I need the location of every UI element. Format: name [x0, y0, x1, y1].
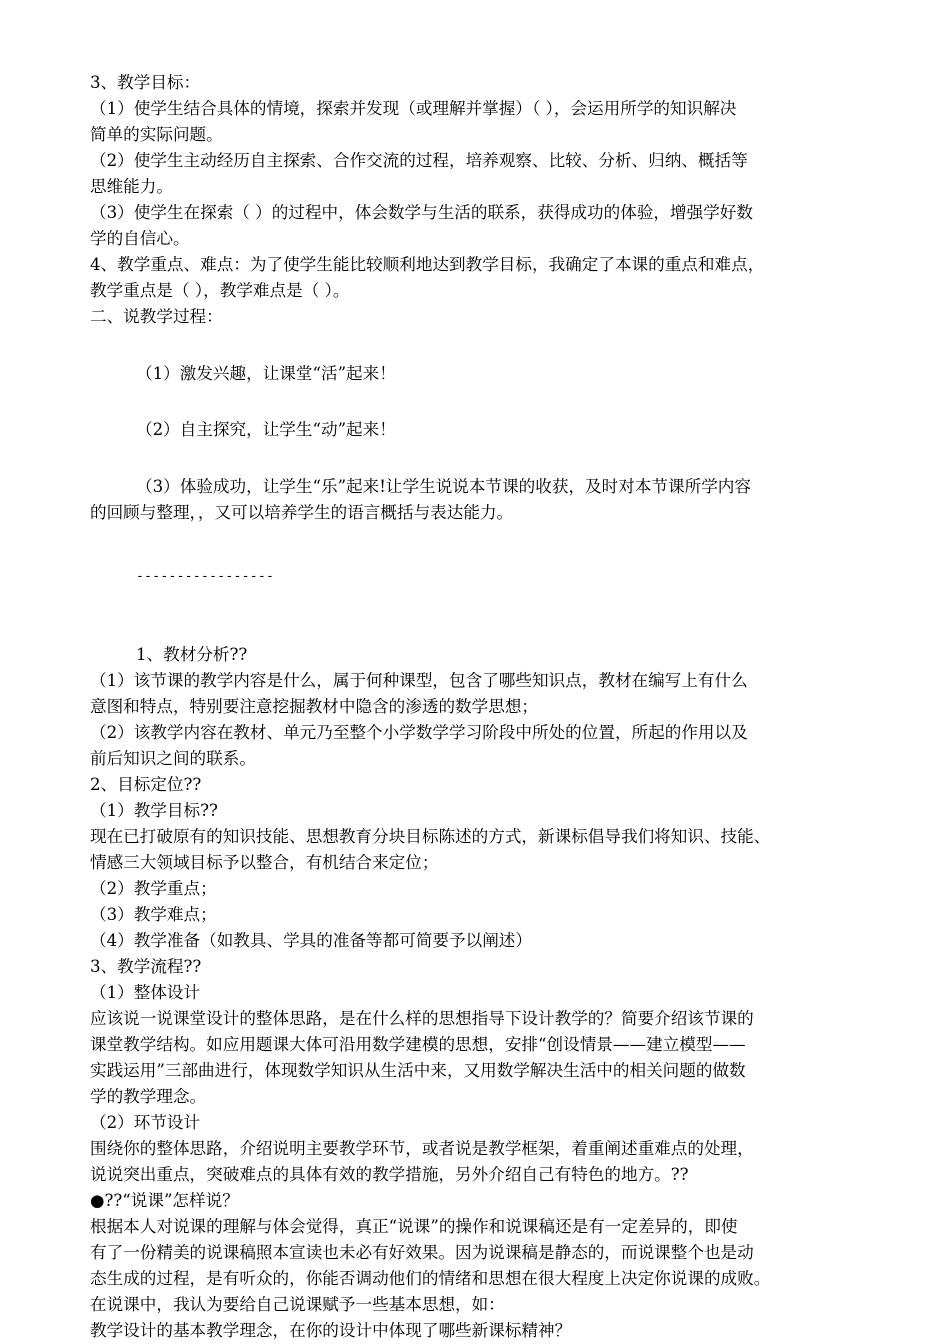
- text-line: （2）环节设计: [90, 1113, 201, 1132]
- text-line: 教学设计的基本教学理念，在你的设计中体现了哪些新课标精神？: [90, 1321, 572, 1340]
- text-line: 课堂教学结构。如应用题课大体可沿用数学建模的思想，安排“创设情景——建立模型——: [90, 1035, 746, 1054]
- section-heading: 1、教材分析??: [136, 645, 248, 664]
- text-line: 根据本人对说课的理解与体会觉得，真正“说课”的操作和说课稿还是有一定差异的，即使: [90, 1217, 738, 1236]
- text-line: （4）教学准备（如教具、学具的准备等都可简要予以阐述）: [90, 931, 532, 950]
- text-line: （1）该节课的教学内容是什么，属于何种课型，包含了哪些知识点，教材在编写上有什么: [90, 671, 748, 690]
- text-line: （2）该教学内容在教材、单元乃至整个小学数学学习阶段中所处的位置，所起的作用以及: [90, 723, 748, 742]
- section-heading: 2、目标定位??: [90, 775, 202, 794]
- text-line: 应该说一说课堂设计的整体思路，是在什么样的思想指导下设计教学的？简要介绍该节课的: [90, 1009, 754, 1028]
- text-line: ●??“说课”怎样说？: [90, 1191, 239, 1210]
- process-step-3-line-2: 的回顾与整理，，又可以培养学生的语言概括与表达能力。: [90, 503, 514, 522]
- text-line: （1）整体设计: [90, 983, 201, 1002]
- section-heading: 二、说教学过程：: [90, 307, 223, 326]
- text-line: 简单的实际问题。: [90, 125, 223, 144]
- section-goals: [90, 70, 880, 330]
- document-page: [90, 70, 880, 1344]
- spacer: [90, 330, 880, 361]
- text-line: 说说突出重点，突破难点的具体有效的教学措施，另外介绍自己有特色的地方。??: [90, 1165, 689, 1184]
- text-line: 思维能力。: [90, 177, 173, 196]
- section-guide: [90, 668, 880, 1344]
- text-line: 态生成的过程，是有听众的，你能否调动他们的情绪和思想在很大程度上决定你说课的成败。: [90, 1269, 771, 1288]
- text-line: （2）教学重点；: [90, 879, 217, 898]
- text-line: 现在已打破原有的知识技能、思想教育分块目标陈述的方式，新课标倡导我们将知识、技能、: [90, 827, 771, 846]
- text-line: （1）教学目标??: [90, 801, 218, 820]
- text-line: 3、教学目标：: [90, 73, 201, 92]
- process-step-2: （2）自主探究，让学生“动”起来！: [136, 420, 396, 439]
- text-line: （2）使学生主动经历自主探索、合作交流的过程，培养观察、比较、分析、归纳、概括等: [90, 151, 748, 170]
- text-line: （1）使学生结合具体的情境，探索并发现（或理解并掌握）（ ），会运用所学的知识解决: [90, 99, 737, 118]
- text-line: 在说课中，我认为要给自己说课赋予一些基本思想，如：: [90, 1295, 505, 1314]
- spacer: [90, 526, 880, 564]
- process-step-1: （1）激发兴趣，让课堂“活”起来！: [136, 364, 396, 383]
- spacer: [90, 443, 880, 474]
- spacer: [90, 590, 880, 642]
- text-line: 学的自信心。: [90, 229, 190, 248]
- text-line: 教学重点是（ ），教学难点是（ ）。: [90, 281, 350, 300]
- text-line: （3）教学难点；: [90, 905, 217, 924]
- separator-line: -----------------: [136, 569, 275, 584]
- text-line: 有了一份精美的说课稿照本宣读也未必有好效果。因为说课稿是静态的，而说课整个也是动: [90, 1243, 754, 1262]
- text-line: 前后知识之间的联系。: [90, 749, 256, 768]
- text-line: 围绕你的整体思路，介绍说明主要教学环节，或者说是教学框架，着重阐述重难点的处理，: [90, 1139, 754, 1158]
- text-line: （3）使学生在探索（ ）的过程中，体会数学与生活的联系，获得成功的体验，增强学好数: [90, 203, 753, 222]
- section-heading: 3、教学流程??: [90, 957, 202, 976]
- text-line: 意图和特点，特别要注意挖掘教材中隐含的渗透的数学思想；: [90, 697, 539, 716]
- text-line: 实践运用”三部曲进行，体现数学知识从生活中来，又用数学解决生活中的相关问题的做数: [90, 1061, 746, 1080]
- process-step-3-line-1: （3）体验成功，让学生“乐”起来!让学生说说本节课的收获，及时对本节课所学内容: [136, 477, 751, 496]
- spacer: [90, 387, 880, 417]
- text-line: 情感三大领域目标予以整合，有机结合来定位；: [90, 853, 439, 872]
- text-line: 4、教学重点、难点：为了使学生能比较顺利地达到教学目标，我确定了本课的重点和难点，: [90, 255, 765, 274]
- text-line: 学的教学理念。: [90, 1087, 207, 1106]
